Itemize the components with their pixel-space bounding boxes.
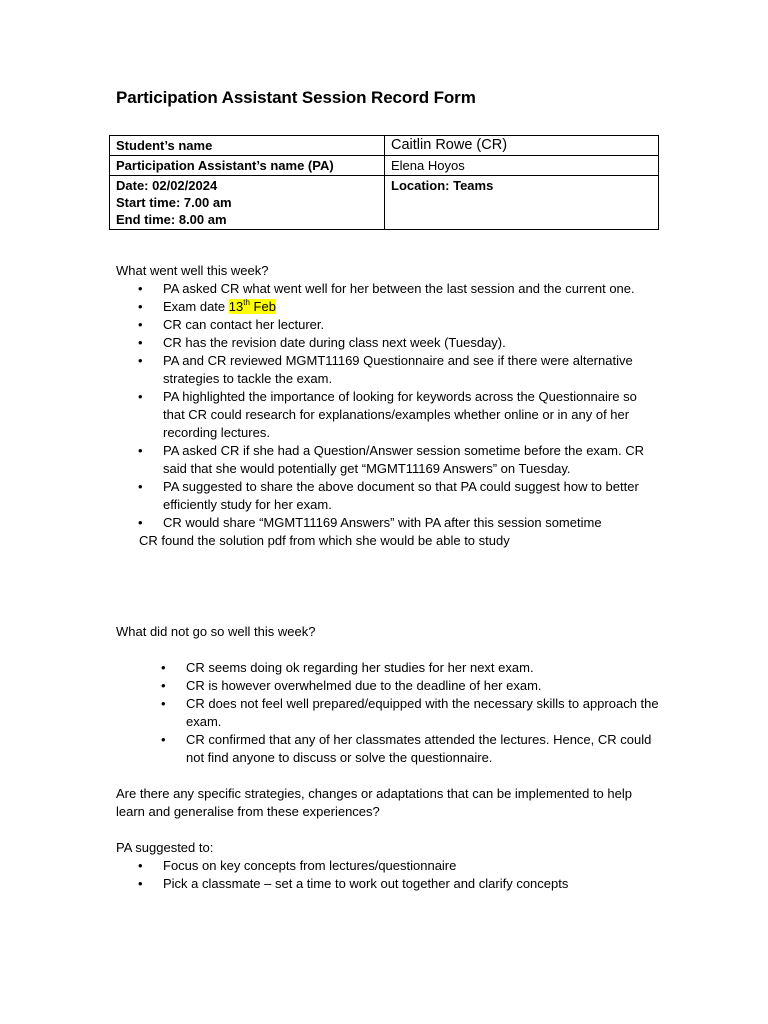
list-item: • Focus on key concepts from lectures/questionnaire <box>138 858 457 873</box>
table-row <box>110 176 659 230</box>
list-item: • Pick a classmate – set a time to work out together and clarify concepts <box>138 876 569 891</box>
bullet-icon: • <box>161 660 166 675</box>
session-info-table <box>109 135 659 230</box>
page-title: Participation Assistant Session Record Form <box>116 88 476 107</box>
bullet-icon: • <box>138 389 143 404</box>
strategies-question: Are there any specific strategies, changes or adaptations that can be implemented to help learn and generalise from these experiences? <box>116 786 632 819</box>
bullet-icon: • <box>138 317 143 332</box>
trailing-note: CR found the solution pdf from which she would be able to study <box>139 533 510 548</box>
student-name-label: Student’s name <box>110 136 385 156</box>
not-well-list <box>116 659 661 767</box>
list-item-exam-date: • Exam date 13th Feb <box>138 298 276 314</box>
bullet-icon: • <box>138 299 143 314</box>
bullet-icon: • <box>138 443 143 458</box>
list-item: • CR is however overwhelmed due to the deadline of her exam. <box>161 678 542 693</box>
student-name-value: Caitlin Rowe (CR) <box>385 136 659 156</box>
session-times-cell <box>110 176 385 230</box>
list-item: • CR has the revision date during class next week (Tuesday). <box>138 335 506 350</box>
bullet-icon: • <box>161 696 166 711</box>
exam-date-highlight: 13th Feb <box>228 298 276 314</box>
list-item: • PA asked CR if she had a Question/Answer session sometime before the exam. CR said that she would potentially get “MGMT11169 Answers” on Tuesday. <box>138 443 644 476</box>
table-row <box>110 156 659 176</box>
not-well-question: What did not go so well this week? <box>116 624 316 639</box>
bullet-icon: • <box>138 335 143 350</box>
bullet-icon: • <box>138 281 143 296</box>
list-item: • CR does not feel well prepared/equipped with the necessary skills to approach the exam. <box>161 696 659 729</box>
list-item: • CR would share “MGMT11169 Answers” with PA after this session sometime <box>138 515 602 530</box>
pa-name-value: Elena Hoyos <box>385 156 659 176</box>
went-well-section <box>116 262 661 550</box>
list-item: • PA and CR reviewed MGMT11169 Questionnaire and see if there were alternative strategies to tackle the exam. <box>138 353 633 386</box>
bullet-icon: • <box>138 876 143 891</box>
list-item: • PA suggested to share the above document so that PA could suggest how to better efficiently study for her exam. <box>138 479 639 512</box>
table-row <box>110 136 659 156</box>
location-label: Location: Teams <box>385 176 659 230</box>
start-time-label: Start time: 7.00 am <box>116 195 232 210</box>
list-item: • CR confirmed that any of her classmates attended the lectures. Hence, CR could not find anyone to discuss or solve the questionnaire. <box>161 732 652 765</box>
list-item: • PA asked CR what went well for her between the last session and the current one. <box>138 281 635 296</box>
strategies-section <box>116 785 661 893</box>
went-well-question: What went well this week? <box>116 263 269 278</box>
bullet-icon: • <box>138 479 143 494</box>
bullet-icon: • <box>161 678 166 693</box>
pa-name-label: Participation Assistant’s name (PA) <box>110 156 385 176</box>
list-item: • CR seems doing ok regarding her studies for her next exam. <box>161 660 534 675</box>
went-well-list <box>116 280 661 532</box>
bullet-icon: • <box>161 732 166 747</box>
end-time-label: End time: 8.00 am <box>116 212 227 227</box>
strategies-intro: PA suggested to: <box>116 840 214 855</box>
list-item: • PA highlighted the importance of looking for keywords across the Questionnaire so that CR could research for explanations/examples whether online or in any of her recording lectures. <box>138 389 637 440</box>
not-well-section <box>116 623 661 767</box>
list-item: • CR can contact her lecturer. <box>138 317 325 332</box>
bullet-icon: • <box>138 858 143 873</box>
bullet-icon: • <box>138 515 143 530</box>
bullet-icon: • <box>138 353 143 368</box>
strategies-list <box>116 857 661 893</box>
date-label: Date: 02/02/2024 <box>116 178 218 193</box>
